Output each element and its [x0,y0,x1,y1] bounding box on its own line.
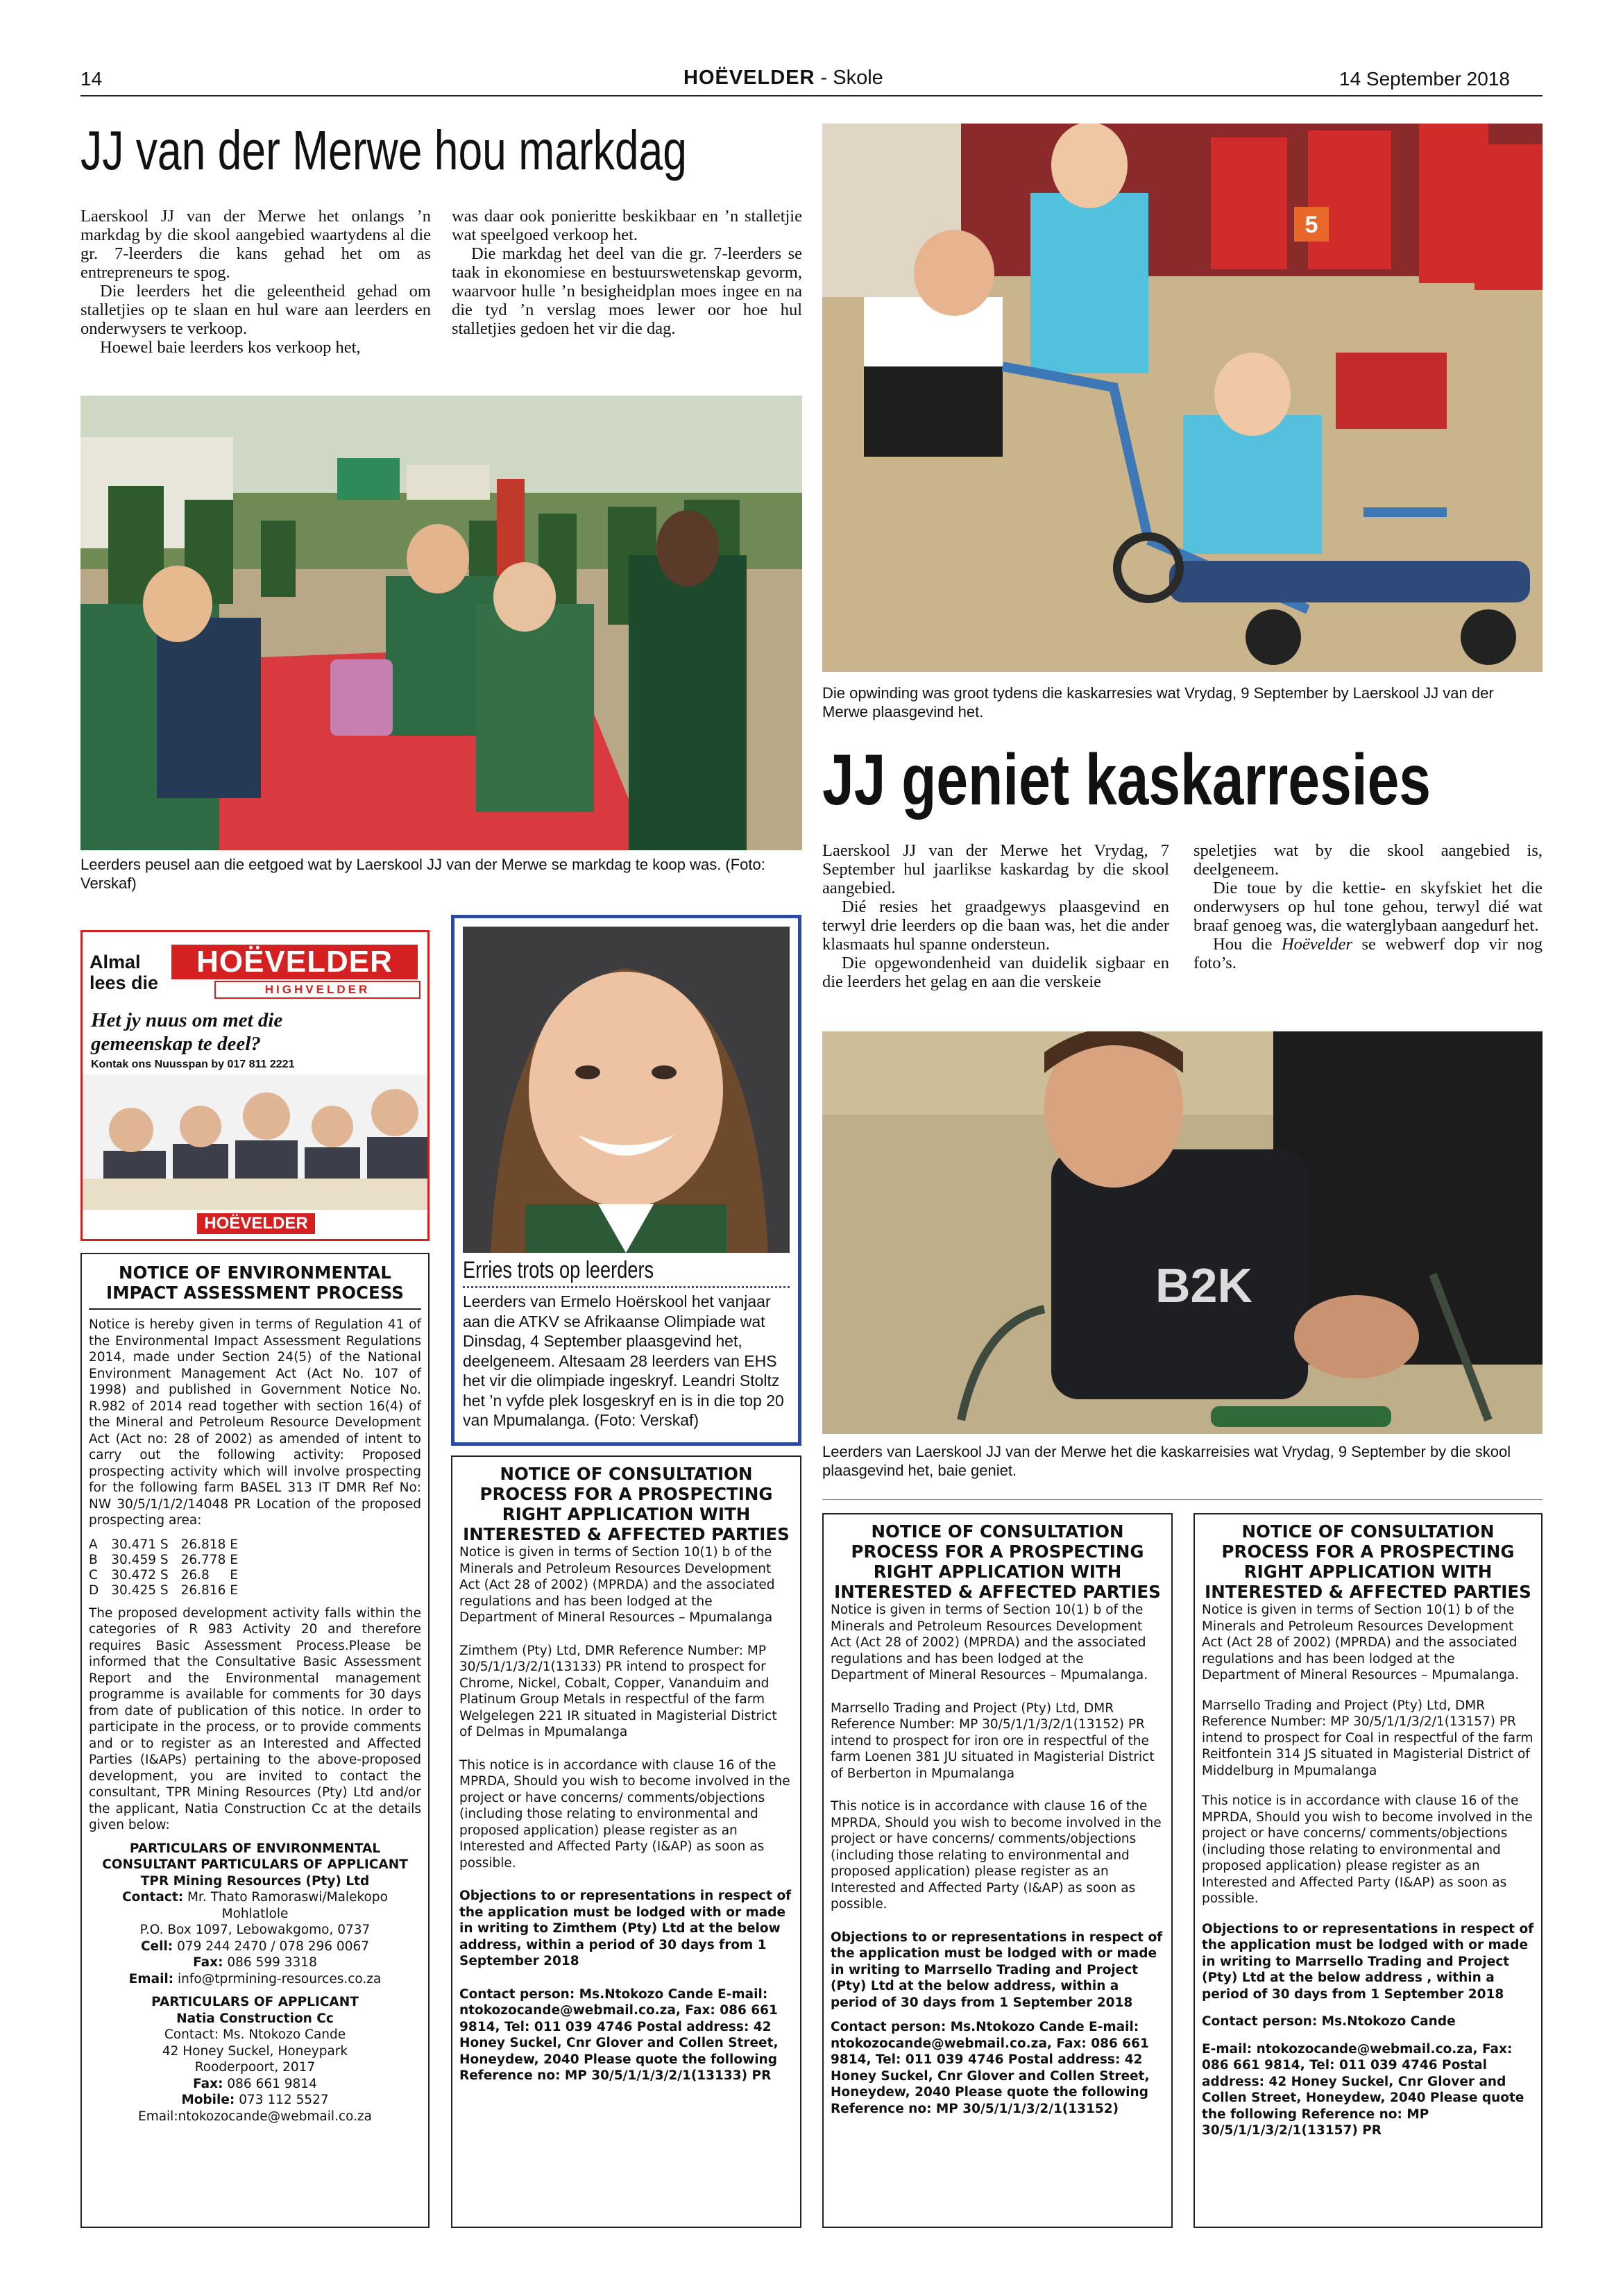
coordinate-row [89,1568,250,1583]
notice-title-rule [89,1308,421,1310]
notice-objections: Objections to or representations in respect of the application must be lodged with or made in writing to Zimthem (Pty) Ltd at the below address, within a period of 30 days from 1 September 2018 [459,1889,792,1968]
race-number-sign: 5 [1305,212,1318,238]
field-value: 086 599 3318 [223,1955,317,1970]
erries-box [451,915,801,1446]
coordinate-label: D [89,1582,99,1598]
coordinate-row [89,1583,250,1598]
kaskar-column-2 [1193,841,1543,972]
coordinate-latitude: 30.471 S [111,1537,169,1552]
applicant-mobile [89,2092,421,2109]
applicant-address: Rooderpoort, 2017 [194,2060,316,2075]
coordinate-longitude: 26.816 E [180,1582,238,1598]
promo-lead [90,952,158,993]
markdag-paragraph: Die leerders het die geleentheid gehad om stalletjies op te slaan en hul ware aan leerders en onderwysers te verkoop. [80,282,431,338]
markdag-column-1 [80,207,431,357]
notice-paragraph: Notice is given in terms of Section 10(1) b of the Minerals and Petroleum Resources Development Act (Act 28 of 2002) (MPRDA) and the associated regulations and has been lodged at the Department of Mineral Resources – Mpumalanga. [831,1603,1148,1682]
shirt-print: B2K [1155,1258,1253,1312]
coordinate-row [89,1553,250,1568]
field-value: info@tprmining-resources.co.za [173,1971,382,1986]
coordinate-longitude: 26.778 E [180,1552,238,1567]
field-label: Mobile: [181,2093,235,2107]
notice-paragraph: Zimthem (Pty) Ltd, DMR Reference Number: MP 30/5/1/1/3/2/1(13133) PR intend to prospect for Chrome, Nickel, Cobalt, Copper, Vananduim and Platinum Group Metals in respectful of the farm Welgelegen 221 IR situated in Magisterial District of Delmas in Mpumalanga [459,1643,777,1739]
kaskar-top-photo [822,124,1543,672]
promo-tagline-line: gemeenskap te deel? [91,1033,261,1055]
promo-line: Almal [90,952,141,972]
consultant-heading: PARTICULARS OF ENVIRONMENTAL CONSULTANT PARTICULARS OF APPLICANT [102,1841,408,1872]
kaskar-paragraph: speletjies wat by die skool aangebied is, deelgeneem. [1193,841,1543,879]
promo-contact: Kontak ons Nuusspan by 017 811 2221 [91,1058,295,1070]
promo-logo: HOËVELDER [171,945,418,979]
consultant-cell [89,1939,421,1955]
coordinate-latitude: 30.459 S [111,1552,169,1567]
kaskar-paragraph: Laerskool JJ van der Merwe het Vrydag, 7 September hul jaarlikse kaskardag by die skool aangebied. [822,841,1169,897]
coordinate-row [89,1537,250,1553]
masthead-date: 14 September 2018 [1339,68,1510,90]
consultant-fax [89,1955,421,1971]
notice-body: The proposed development activity falls within the categories of R 983 Activity 20 and therefore requires Basic Assessment Process.Please be informed that the Consultative Basic Assessment Report and the Environmental management programme is available for comments for 30 days from date of publication of this notice. In order to participate in the process, or to provide comments and or to register as an Interested and Affected Parties (I&APs) pertaining to the above-proposed development, you are invited to contact the consultant, TPR Mining Resources (Pty) Ltd and/or the applicant, Natia Construction Cc at the details given below: [89,1605,421,1832]
notice-intro: Notice is hereby given in terms of Regulation 41 of the Environmental Impact Assessment Regulations 2014, made under Section 24(5) of the National Environment Management Act (Act No. 107 of 1998) and published in Government Notice No. R.982 of 2014 read together with section 16(4) of the Mineral and Petroleum Resource Development Act (Act no: 28 of 2002) as amended of intent to carry out the following activity: Proposed prospecting activity which will involve prospecting for the following farm BASEL 313 IT DMR Ref No: NW 30/5/1/1/2/14048 PR Location of the proposed prospecting area: [89,1317,421,1528]
markdag-paragraph: was daar ook ponieritte beskikbaar en ’n stalletjie wat speelgoed verkoop het. [452,207,802,244]
applicant-name: Natia Construction Cc [176,2011,334,2026]
notice-contact: Contact person: Ms.Ntokozo Cande E-mail: ntokozocande@webmail.co.za, Fax: 086 661 9814, Tel: 011 039 4746 Postal address: 42 Honey Suckel, Cnr Glover and Collen Street, Honeydew, 2040 Please quote the following Reference no: MP 30/5/1/1/3/2/1(13133) PR [459,1986,779,2083]
kaskar-top-caption: Die opwinding was groot tydens die kaskarresies wat Vrydag, 9 September by Laerskool JJ van der Merwe plaasgevind het. [822,684,1494,720]
promo-tagline-line: Het jy nuus om met die [91,1009,283,1031]
kaskar-paragraph: Dié resies het graadgewys plaasgevind en terwyl drie leerders op die baan was, het die ander klasmaats hul spanne ondersteun. [822,897,1169,954]
field-label: Email: [128,1971,174,1986]
notice-consultation-zimthem [451,1455,801,2228]
kaskar-paragraph: Die toue by die kettie- en skyfskiet het die onderwysers op hul tone gehou, terwyl dié wat braaf genoeg was, die waterglybaan aangedurf het. [1193,879,1543,935]
masthead-paper: HOËVELDER [683,67,815,89]
text-run: se webwerf dop vir nog foto’s. [1193,935,1543,972]
masthead-rule [80,95,1543,96]
promo-logo-sub: HIGHVELDER [214,981,420,999]
consultant-email [89,1971,421,1988]
markdag-column-2 [452,207,802,338]
applicant-heading: PARTICULARS OF APPLICANT [151,1995,359,2009]
text-run: Hou die [1213,935,1282,954]
page-number: 14 [80,68,103,90]
erries-title-rule [463,1286,790,1288]
notice-objections: Objections to or representations in respect of the application must be lodged with or made in writing to Marrsello Trading and Project (Pty) Ltd at the below address , within a period of 30 days from 1 September 2018 [1202,1921,1534,2002]
coordinate-longitude: 26.818 E [180,1537,238,1552]
applicant-fax [89,2076,421,2093]
coordinates-table [89,1537,250,1598]
consultant-po-box: P.O. Box 1097, Lebowakgomo, 0737 [139,1923,371,1937]
coordinate-latitude: 30.472 S [111,1567,169,1582]
field-value: Mr. Thato Ramoraswi/Malekopo Mohlatlole [183,1890,388,1921]
applicant-email: Email:ntokozocande@webmail.co.za [138,2109,372,2124]
field-value: 079 244 2470 / 078 296 0067 [173,1939,370,1954]
coordinate-label: A [89,1537,98,1552]
section-rule [822,1499,1543,1500]
erries-body: Leerders van Ermelo Hoërskool het vanjaar aan die ATKV se Afrikaanse Olimpiade wat Dinsdag, 4 September plaasgevind het, deelgeneem. Altesaam 28 leerders van EHS het vir die olimpiade ingeskryf. Leandri Stoltz het ’n vyfde plek losgeskryf en is in die top 20 van Mpumalanga. (Foto: Verskaf) [463,1292,784,1429]
notice-paragraph: Notice is given in terms of Section 10(1) b of the Minerals and Petroleum Resources Development Act (Act 28 of 2002) (MPRDA) and the associated regulations and has been lodged at the Department of Mineral Resources – Mpumalanga [459,1545,775,1625]
notice-title: NOTICE OF CONSULTATION PROCESS FOR A PROSPECTING RIGHT APPLICATION WITH INTERESTED & AFFECTED PARTIES [463,1464,790,1544]
hoevelder-promo-ad [80,930,430,1241]
markdag-headline: JJ van der Merwe hou markdag [80,119,688,181]
coordinate-latitude: 30.425 S [111,1582,169,1598]
field-value: 073 112 5527 [235,2093,329,2107]
markdag-paragraph: Die markdag het deel van die gr. 7-leerders se taak in ekonomiese en bestuurswetenskap gevorm, waarvoor hulle ’n besigheidplan moes ingee en na die tyd ’n verslag moes lewer oor hoe hul stalletjies gedoen het vir die dag. [452,244,802,338]
kaskar-paragraph: Die opgewondenheid van duidelik sigbaar en die leerders het gelag en aan die verskeie [822,954,1169,991]
notice-paragraph: This notice is in accordance with clause 16 of the MPRDA, Should you wish to become involved in the project or have concerns/ comments/objections (including those relating to environmental and proposed application) please register as an Interested and Affected Party (I&AP) as soon as possible. [1202,1793,1533,1906]
notice-title: NOTICE OF ENVIRONMENTAL IMPACT ASSESSMENT PROCESS [106,1263,404,1303]
markdag-photo [80,396,802,850]
notice-paragraph: This notice is in accordance with clause 16 of the MPRDA, Should you wish to become involved in the project or have concerns/ comments/objections (including those relating to environmental and proposed application) please register as an Interested and Affected Party (I&AP) as soon as possible. [831,1799,1162,1911]
notice-consultation-reitfontein [1193,1513,1543,2228]
promo-logo-small: HOËVELDER [197,1213,315,1234]
notice-paragraph: Marrsello Trading and Project (Pty) Ltd, DMR Reference Number: MP 30/5/1/1/3/2/1(13157) PR intend to prospect for Coal in respectful of the farm Reitfontein 314 JS situated in Magisterial District of Middelburg in Mpumalanga [1202,1698,1533,1778]
notice-consultation-loenen [822,1513,1173,2228]
consultant-name: TPR Mining Resources (Pty) Ltd [140,1873,370,1889]
notice-paragraph: Notice is given in terms of Section 10(1) b of the Minerals and Petroleum Resources Development Act (Act 28 of 2002) (MPRDA) and the associated regulations and has been lodged at the Department of Mineral Resources – Mpumalanga. [1202,1603,1520,1682]
notice-paragraph: Marrsello Trading and Project (Pty) Ltd, DMR Reference Number: MP 30/5/1/1/3/2/1(13152) PR intend to prospect for iron ore in respectful of the farm Loenen 381 JU situated in Magisterial District of Berberton in Mpumalanga [831,1700,1155,1781]
consultant-contact [89,1889,421,1922]
paper-name-italic: Hoëvelder [1281,935,1353,954]
markdag-caption: Leerders peusel aan die eetgoed wat by Laerskool JJ van der Merwe se markdag te koop was. (Foto: Verskaf) [80,856,765,892]
erries-title: Erries trots op leerders [463,1257,654,1283]
promo-line: lees die [90,972,159,993]
coordinate-label: B [89,1552,98,1567]
kaskar-column-1 [822,841,1169,991]
notice-objections: Objections to or representations in respect of the application must be lodged with or made in writing to Marrsello Trading and Project (Pty) Ltd at the below address, within a period of 30 days from 1 September 2018 [831,1930,1163,2010]
promo-tagline [91,1008,282,1056]
applicant-address: 42 Honey Suckel, Honeypark [162,2043,348,2059]
markdag-paragraph: Hoewel baie leerders kos verkoop het, [100,338,361,357]
notice-contact: Contact person: Ms.Ntokozo Cande E-mail: ntokozocande@webmail.co.za, Fax: 086 661 9814, Tel: 011 039 4746 Postal address: 42 Honey Suckel, Cnr Glover and Collen Street, Honeydew, 2040 Please quote the following Reference no: MP 30/5/1/1/3/2/1(13152) [831,2020,1150,2116]
promo-people-image [83,1074,427,1210]
notice-title: NOTICE OF CONSULTATION PROCESS FOR A PROSPECTING RIGHT APPLICATION WITH INTERESTED & AFFECTED PARTIES [834,1521,1161,1602]
coordinate-hemisphere: E [230,1567,238,1582]
coordinate-label: C [89,1567,98,1582]
notice-environmental-impact [80,1253,430,2228]
markdag-paragraph: Laerskool JJ van der Merwe het onlangs ’n markdag by die skool aangebied waartydens al die gr. 7-leerders die kans gehad het om as entrepreneurs te spog. [80,207,431,282]
kaskar-paragraph [1193,935,1543,972]
masthead-section: - Skole [815,67,883,89]
field-label: Contact: [122,1890,184,1905]
kaskar-bottom-caption: Leerders van Laerskool JJ van der Merwe het die kaskarreisies wat Vrydag, 9 September by die skool plaasgevind het, baie geniet. [822,1443,1511,1479]
field-label: Fax: [193,1955,223,1970]
notice-title: NOTICE OF CONSULTATION PROCESS FOR A PROSPECTING RIGHT APPLICATION WITH INTERESTED & AFFECTED PARTIES [1205,1521,1531,1602]
masthead-title [683,67,883,90]
notice-contact: E-mail: ntokozocande@webmail.co.za, Fax: 086 661 9814, Tel: 011 039 4746 Postal address: 42 Honey Suckel, Cnr Glover and Collen Street, Honeydew, 2040 Please quote the following Reference no: MP 30/5/1/1/3/2/1(13157) PR [1202,2041,1524,2138]
notice-paragraph: This notice is in accordance with clause 16 of the MPRDA, Should you wish to become involved in the project or have concerns/ comments/objections (including those relating to environmental and proposed application) please register as an Interested and Affected Party (I&AP) as soon as possible. [459,1757,790,1871]
coordinate-longitude [181,1568,250,1583]
coordinate-value: 26.8 [180,1567,210,1582]
field-value: 086 661 9814 [223,2076,317,2091]
kaskar-headline: JJ geniet kaskarresies [822,740,1431,820]
kaskar-bottom-photo [822,1031,1543,1434]
erries-portrait [463,927,790,1253]
field-label: Fax: [193,2076,223,2091]
notice-contact-person: Contact person: Ms.Ntokozo Cande [1202,2014,1456,2029]
applicant-contact: Contact: Ms. Ntokozo Cande [164,2027,346,2042]
field-label: Cell: [140,1939,173,1954]
